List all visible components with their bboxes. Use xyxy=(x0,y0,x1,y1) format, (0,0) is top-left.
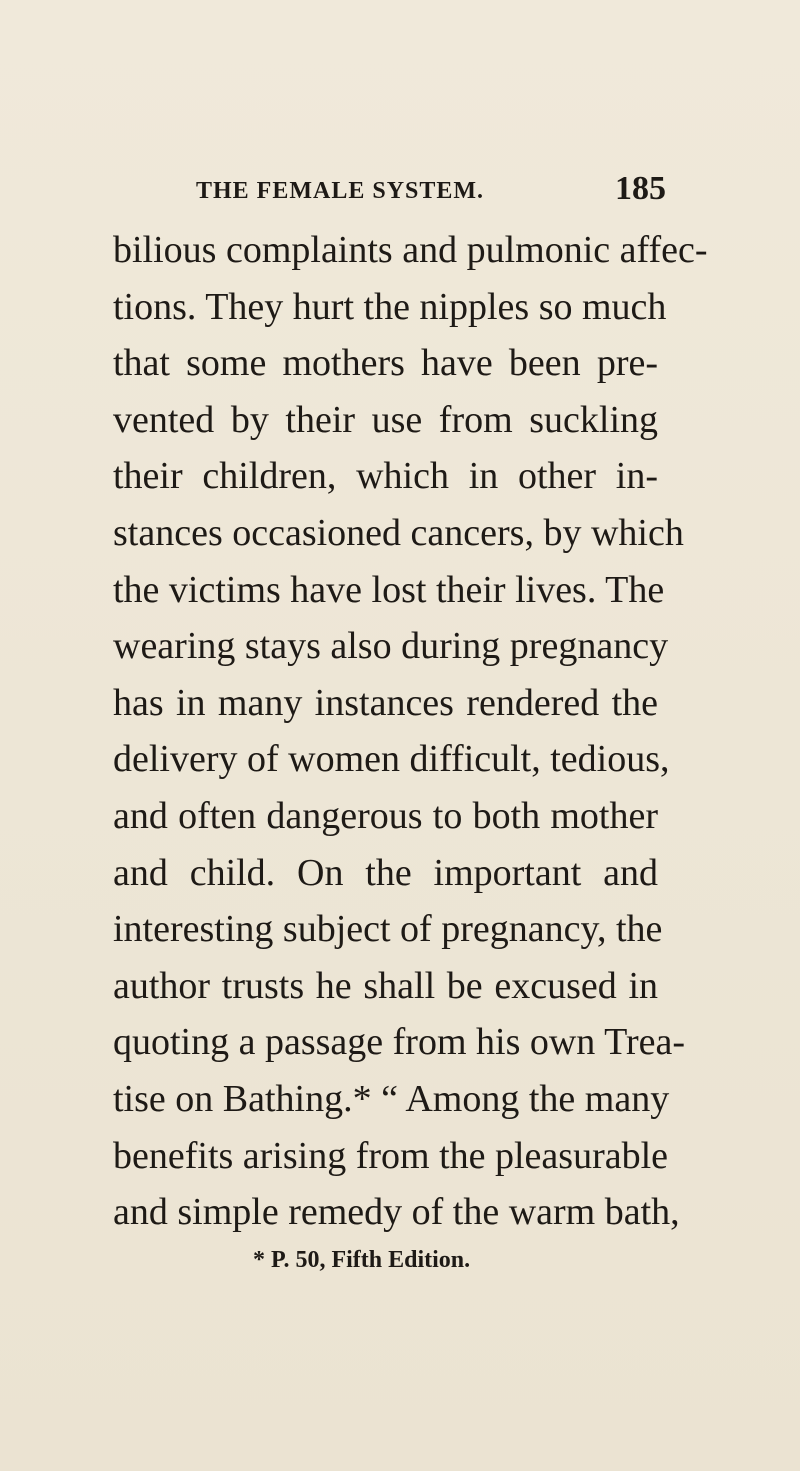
text-line: and simple remedy of the warm bath, xyxy=(113,1191,680,1234)
text-line: the victims have lost their lives. The xyxy=(113,568,665,611)
text-line: their children, which in other in- xyxy=(113,455,658,498)
page-number: 185 xyxy=(615,170,666,207)
running-head xyxy=(196,170,666,210)
text-line: and child. On the important and xyxy=(113,851,658,894)
body-text xyxy=(113,222,708,1241)
text-line: author trusts he shall be excused in xyxy=(113,964,658,1007)
text-line: bilious complaints and pulmonic affec- xyxy=(113,229,708,271)
text-line: that some mothers have been pre- xyxy=(113,342,658,385)
text-line: wearing stays also during pregnancy xyxy=(113,625,669,668)
text-line: vented by their use from suckling xyxy=(113,398,658,441)
running-title: THE FEMALE SYSTEM. xyxy=(196,178,485,204)
text-line: tions. They hurt the nipples so much xyxy=(113,285,667,328)
text-line: stances occasioned cancers, by which xyxy=(113,511,684,554)
text-line: quoting a passage from his own Trea- xyxy=(113,1021,686,1064)
text-line: interesting subject of pregnancy, the xyxy=(113,908,663,951)
footnote: * P. 50, Fifth Edition. xyxy=(253,1247,471,1273)
text-line: delivery of women difficult, tedious, xyxy=(113,738,670,781)
text-line: benefits arising from the pleasurable xyxy=(113,1134,669,1177)
text-line: has in many instances rendered the xyxy=(113,681,658,724)
text-line: and often dangerous to both mother xyxy=(113,794,658,837)
text-line: tise on Bathing.* “ Among the many xyxy=(113,1077,670,1120)
